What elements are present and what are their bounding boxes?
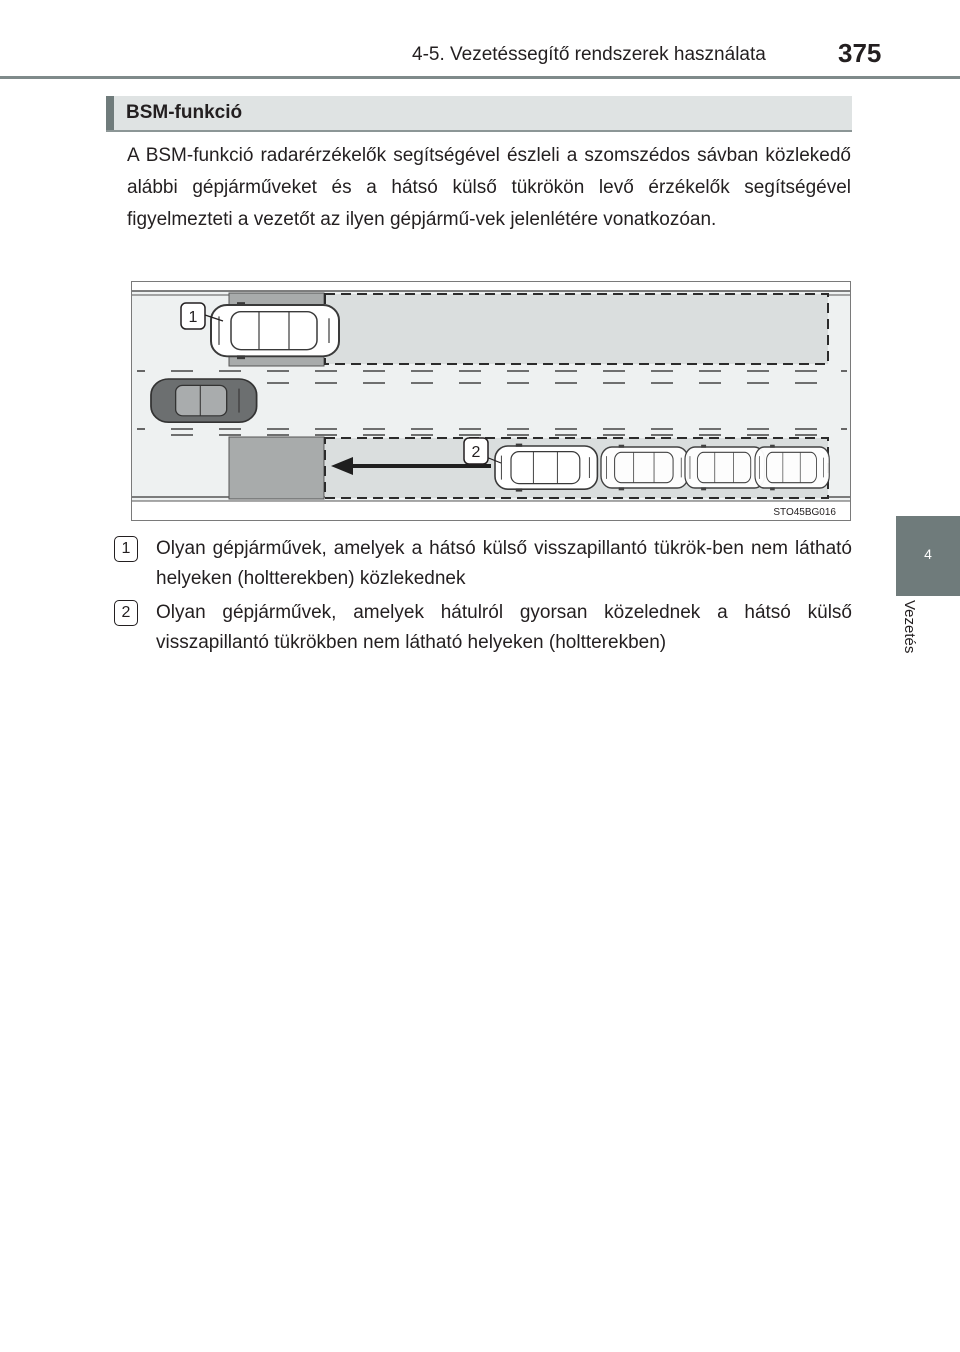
section-title: BSM-funkció [126,102,243,123]
callout-2-label: 2 [471,444,481,461]
section-heading-underline [106,130,852,132]
item-badge: 2 [114,600,138,626]
detection-zone-upper [325,294,828,364]
vehicle-own [151,379,257,422]
vehicle-approaching-4 [755,445,829,491]
chapter-label-text: Vezetés [901,600,918,654]
section-heading-accent [106,96,114,130]
item-text: Olyan gépjárművek, amelyek hátulról gyorsan közelednek a hátsó külső visszapillantó tükrökben nem látható helyeken (holtterekben) [156,602,852,653]
chapter-label [901,600,928,690]
figure-code: STO45BG016 [773,507,836,518]
chapter-number: 4 [924,546,932,562]
vehicle-adjacent-upper [211,302,339,359]
intro-paragraph: A BSM-funkció radarérzékelők segítségével észleli a szomszédos sávban közlekedő alábbi gépjárműveket és a hátsó külső tükrökön levő érzékelők segítségével figyelmezteti a vezetőt az ilyen gépjármű-vek jelenlétére vonatkozóan. [127,145,851,230]
callout-1-label: 1 [188,309,198,326]
page-number: 375 [838,38,882,68]
header-rule [0,76,960,79]
section-heading-bar [106,96,852,130]
vehicle-approaching-2 [601,445,688,491]
chapter-tab[interactable] [896,516,960,596]
running-header: 4-5. Vezetéssegítő rendszerek használata [412,44,766,65]
item-badge: 1 [114,536,138,562]
item-text: Olyan gépjárművek, amelyek a hátsó külső visszapillantó tükrök-ben nem látható helyeken (holtterekben) közlekednek [156,538,852,589]
vehicle-approaching-1 [495,444,597,492]
bsm-illustration [131,281,851,521]
blind-spot-zone-lower [229,437,324,499]
vehicle-approaching-3 [685,445,764,491]
